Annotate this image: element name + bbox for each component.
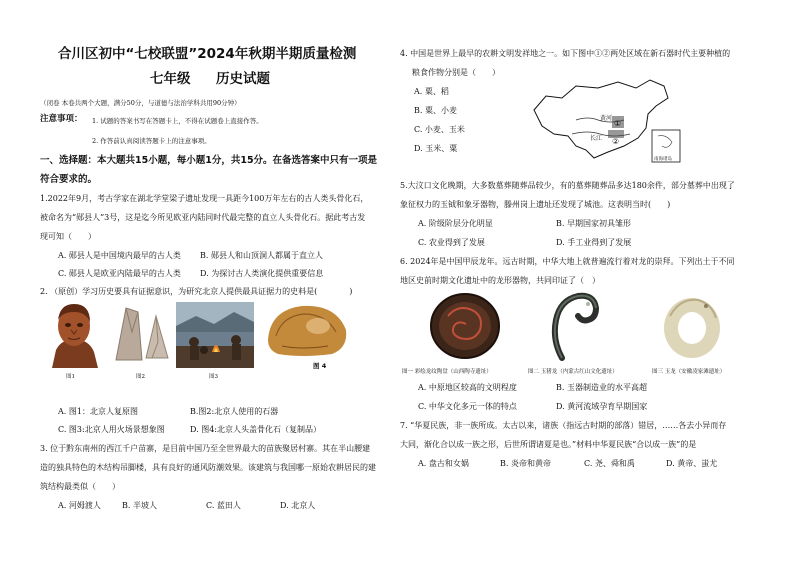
figure-3-fire-scene [176,302,254,368]
map-label-chang: 长 [590,135,597,142]
subject-label: 历史试题 [216,71,270,87]
fig-caption-2: 图二 玉猪龙（内蒙古红山文化遗址） [528,369,618,375]
q2-stem: 2. （原创）学习历史要具有证据意识，为研究北京人提供最具证据力的史料是( ) [40,287,353,296]
q4-stem-1: 4. 中国是世界上最早的农耕文明发祥地之一。如下图中①②两处区域在新石器时代主要种植的 [400,49,731,58]
q1-option-b: B. 郧县人和山顶洞人都属于直立人 [200,251,323,260]
figure-1-label: 图1 [66,374,75,380]
q6-option-a: A. 中原地区较高的文明程度 [418,383,517,392]
q1-option-c: C. 郧县人是欧亚内陆最早的古人类 [58,269,181,278]
figure-2-label: 图2 [136,374,145,380]
q7-option-d: D. 黄帝、蚩尤 [666,459,718,468]
map-marker-1: ① [614,119,622,128]
china-map [528,76,684,166]
q6-option-c: C. 中华文化多元一体的特点 [418,402,517,411]
q3-option-a: A. 河姆渡人 [58,501,101,510]
figure-4-label: 图 4 [313,362,327,370]
figure-1-peking-man-bust [46,300,102,368]
q5-option-b: B. 早期国家初具雏形 [556,219,631,228]
q5-option-c: C. 农业得到了发展 [418,238,485,247]
q7-option-a: A. 盘古和女娲 [418,459,469,468]
q1-option-a: A. 郧县人是中国境内最早的古人类 [58,251,181,260]
notice-1: 1. 试题的答案书写在答题卡上，不得在试题卷上直接作答。 [92,117,263,125]
section-heading: 一、选择题：本大题共15小题，每小题1分，共15分。在备选答案中只有一项是 [40,155,378,166]
figure-2-stone-tools [112,302,172,364]
figure-jade-pig-dragon [548,290,600,362]
fig-caption-3: 图三 玉龙（安徽凌家滩遗址） [652,369,726,375]
notice-2: 2. 作答前认真阅读答题卡上的注意事项。 [92,137,211,145]
q6-option-d: D. 黄河流域孕育早期国家 [556,402,648,411]
q6-stem-1: 6. 2024年是中国甲辰龙年。远古时期，中华大地上就普遍流行着对龙的崇拜。下列出土于不同 [400,257,735,266]
exam-title: 合川区初中“七校联盟”2024年秋期半期质量检测 [58,46,357,62]
q5-stem-1: 5.大汶口文化晚期，大多数墓葬随葬品较少，有的墓葬随葬品多达180余件，部分墓葬中出现了 [400,181,735,190]
q2-option-b: B.图2:北京人使用的石器 [190,407,279,416]
q7-stem-2: 大同，渐化合以成一族之形，后世所谓诸夏是也。”材料中华夏民族“合以成一族”的是 [400,440,697,449]
map-label-jiang: 江 [596,135,603,142]
q2-option-a: A. 图1：北京人复原图 [58,407,138,416]
figure-4-skull-cap [262,300,352,362]
q3-option-c: C. 蓝田人 [206,501,241,510]
q4-option-b: B. 粟、小麦 [414,106,457,115]
q2-option-c: C. 图3:北京人用火场景想象图 [58,425,165,434]
q3-stem-2: 造的独具特色的木结构吊脚楼，具有良好的通风防潮效果。该建筑与我国哪一原始农耕居民的建 [40,463,376,472]
q6-option-b: B. 玉器制造业的水平高超 [556,383,647,392]
q1-stem-1: 1.2022年9月，考古学家在湖北学堂梁子遗址发现一具距今100万年左右的古人类头骨化石， [40,194,369,203]
map-label-he: 河 [606,115,613,122]
q5-stem-2: 象征权力的玉钺和象牙器物，滕州岗上遗址还发现了城池。这表明当时( ) [400,200,671,209]
q4-option-a: A. 粟、稻 [414,87,449,96]
q7-stem-1: 7. “华夏民族，非一族所成。太古以来，诸族（指远古时期的部落）错居，……各去小异而存 [400,421,727,430]
q1-option-d: D. 为探讨古人类演化提供重要信息 [200,269,324,278]
q1-stem-3: 现可知（ ） [40,232,96,241]
figure-jade-dragon-ring [660,290,724,362]
q4-stem-2: 粮食作物分别是（ ） [412,68,500,77]
q3-option-d: D. 北京人 [280,501,316,510]
fig-caption-1: 图一 彩绘龙纹陶盘（山西陶寺遗址） [402,369,492,375]
exam-note: （闭卷 本卷共两个大题，满分50分，与道德与法治学科共用90分钟） [40,99,241,107]
map-label-huang: 黄 [600,115,607,122]
figure-3-label: 图3 [209,374,218,380]
q2-option-d: D. 图4:北京人头盖骨化石（复制品） [190,425,321,434]
map-marker-2: ② [612,137,620,146]
figure-dragon-plate [428,290,502,362]
q3-stem-3: 筑结构最类似（ ） [40,482,120,491]
q3-option-b: B. 半坡人 [122,501,157,510]
q3-stem-1: 3. 位于黔东南州的西江千户苗寨，是目前中国乃至全世界最大的苗族聚居村寨。其在半山腰建 [40,444,371,453]
q5-option-a: A. 阶级阶层分化明显 [418,219,493,228]
q6-stem-2: 地区史前时期文化遗址中的龙形器物，共同印证了（ ） [400,276,600,285]
map-inset-label: 南海诸岛 [654,157,672,162]
q7-option-c: C. 尧、舜和禹 [584,459,635,468]
section-heading-cont: 符合要求的。 [40,174,98,185]
q5-option-d: D. 手工业得到了发展 [556,238,632,247]
grade-label: 七年级 [150,71,191,87]
q4-option-d: D. 玉米、粟 [414,144,458,153]
q4-option-c: C. 小麦、玉米 [414,125,465,134]
q7-option-b: B. 炎帝和黄帝 [500,459,551,468]
notice-label: 注意事项： [40,114,83,124]
q1-stem-2: 被命名为“郧县人”3号，这是迄今所见欧亚内陆同时代最完整的直立人头骨化石。据此考古发 [40,213,366,222]
